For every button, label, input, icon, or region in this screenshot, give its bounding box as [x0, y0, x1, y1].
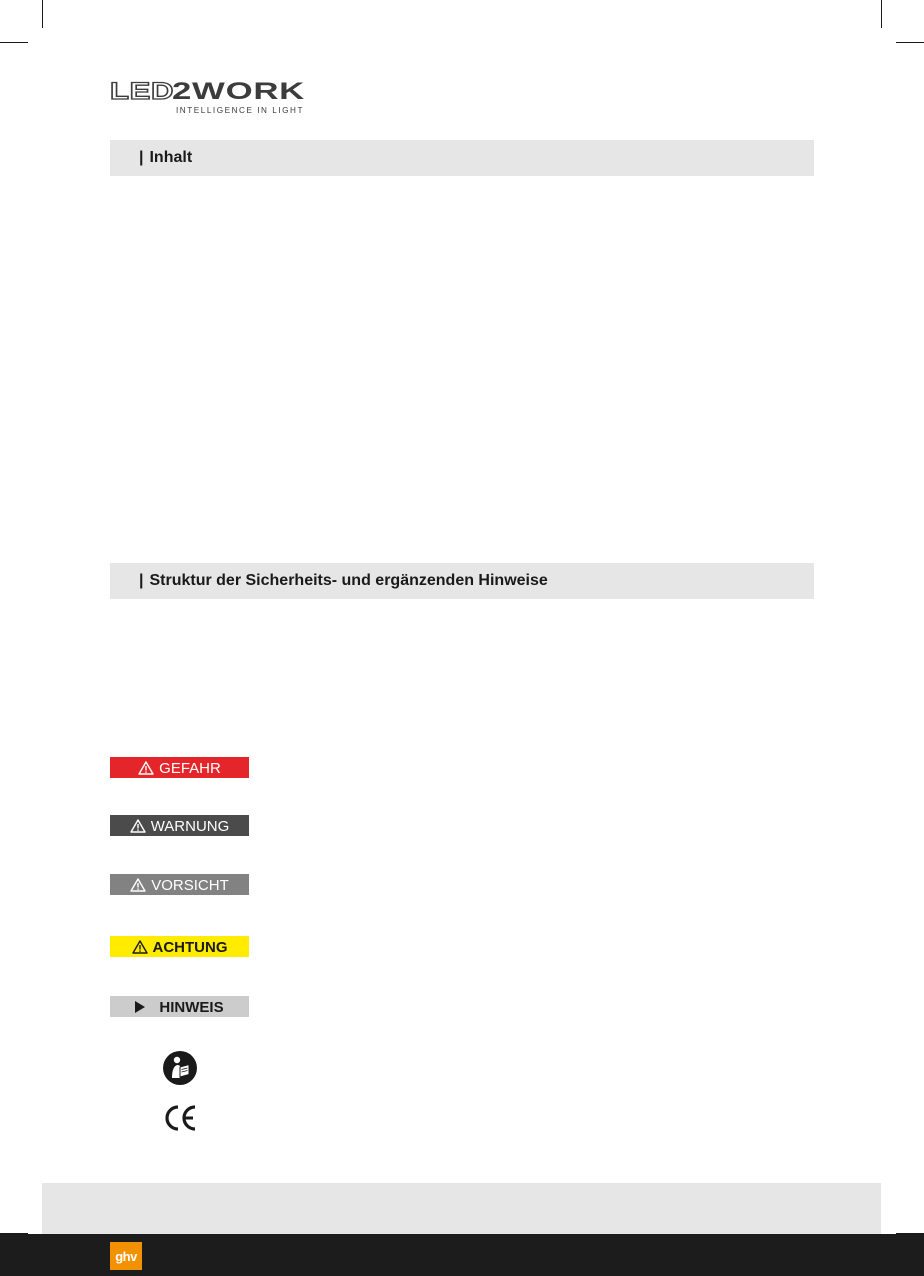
warning-triangle-icon — [138, 761, 154, 775]
signal-word-danger-badge — [110, 757, 249, 778]
section-pipe: | — [139, 149, 144, 166]
section-title-structure: Struktur der Sicherheits- und ergänzenden Hinweise — [149, 572, 548, 589]
section-title-contents: Inhalt — [149, 149, 193, 166]
brand-tagline: INTELLIGENCE IN LIGHT — [176, 105, 304, 115]
signal-word-caution-badge — [110, 874, 249, 895]
section-pipe: | — [139, 572, 144, 589]
signal-word-caution-label: VORSICHT — [151, 876, 229, 894]
read-manual-icon — [162, 1050, 198, 1086]
signal-word-note-badge — [110, 996, 249, 1017]
signal-word-warning-badge — [110, 815, 249, 836]
publisher-logo: ghv — [110, 1242, 142, 1270]
signal-word-attention-badge — [110, 936, 249, 957]
signal-word-danger-label: GEFAHR — [159, 759, 221, 777]
section-heading-structure — [110, 563, 814, 599]
brand-logo — [108, 76, 308, 116]
signal-word-note-label: HINWEIS — [159, 998, 224, 1016]
crop-mark-top-left-horizontal — [0, 42, 28, 43]
brand-logo-outline-text: LED — [110, 78, 174, 105]
signal-word-warning-label: WARNUNG — [150, 817, 230, 835]
section-heading-contents — [110, 140, 814, 176]
signal-word-attention-label: ACHTUNG — [152, 938, 228, 956]
warning-triangle-icon — [132, 940, 148, 954]
crop-mark-top-right-horizontal — [896, 42, 924, 43]
crop-mark-top-left-vertical — [42, 0, 43, 28]
warning-triangle-icon — [130, 819, 146, 833]
play-triangle-icon — [135, 1001, 145, 1013]
svg-text:2WORK: 2WORK — [172, 78, 306, 105]
warning-triangle-icon — [130, 878, 146, 892]
footer-band — [42, 1183, 881, 1234]
crop-mark-top-right-vertical — [881, 0, 882, 28]
ce-mark-icon — [162, 1100, 198, 1136]
